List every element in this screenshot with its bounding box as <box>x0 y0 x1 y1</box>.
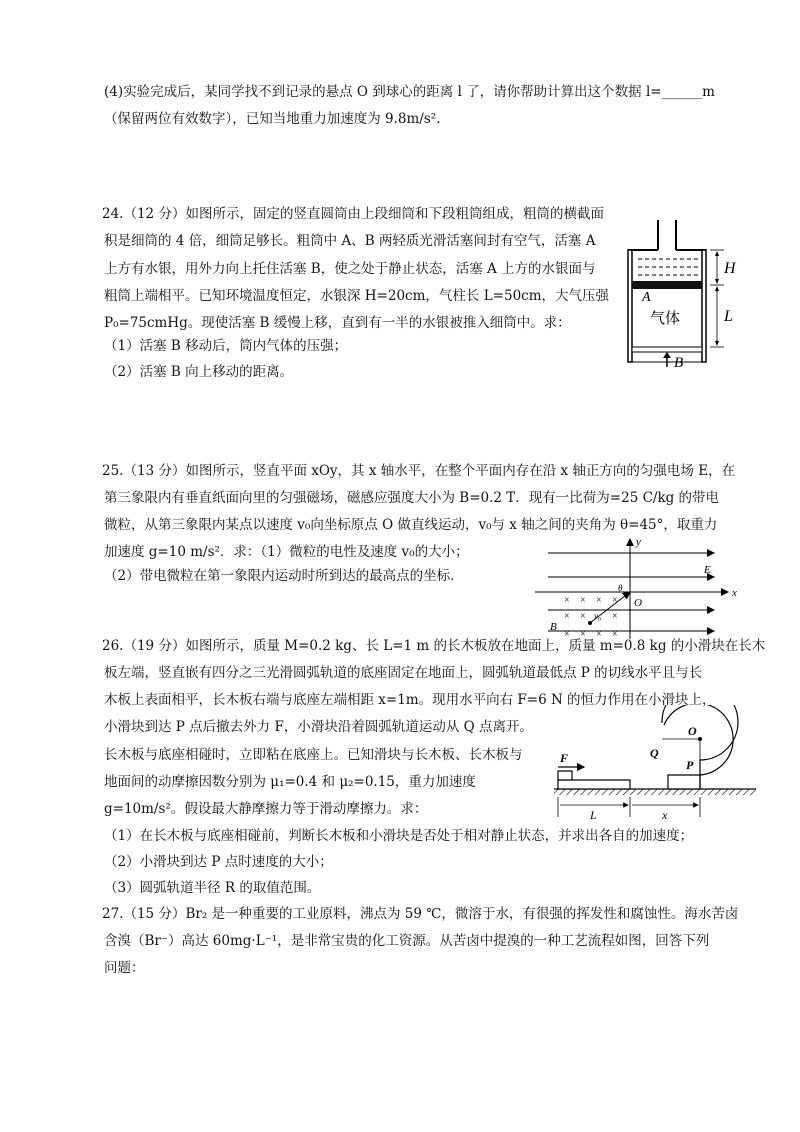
text-line-q26-5: 长木板与底座相碰时，立即粘在底座上。已知滑块与长木板、长木板与 <box>104 747 523 763</box>
label-v0: v₀ <box>594 611 602 621</box>
figure-cylinder <box>620 215 750 370</box>
text-line-q25-4: 加速度 g=10 m/s²．求：（1）微粒的电性及速度 v₀的大小； <box>104 544 469 560</box>
text-line-q26-3: 木板上表面相平，长木板右端与底座左端相距 x=1m。现用水平向右 F=6 N 的恒力作用在小滑块上， <box>104 692 716 708</box>
text-line-q24-1: 24.（12 分）如图所示，固定的竖直圆筒由上段细筒和下段粗筒组成，粗筒的横截面 <box>102 206 604 222</box>
magnetic-field-cross: × <box>596 629 602 640</box>
label-gas: 气体 <box>650 311 681 327</box>
label-length-l: L <box>590 808 597 822</box>
text-line-q24-5: P₀=75cmHg。现使活塞 B 缓慢上移，直到有一半的水银被推入细筒中。求： <box>104 315 571 331</box>
label-y-axis: y <box>636 536 641 548</box>
magnetic-field-cross: × <box>564 629 570 640</box>
label-force-f: F <box>560 751 569 765</box>
text-line-q23-4b: （保留两位有效数字），已知当地重力加速度为 9.8m/s². <box>104 111 441 127</box>
label-b: B <box>550 621 557 633</box>
text-line-q26-4: 小滑块到达 P 点后撤去外力 F，小滑块沿着圆弧轨道运动从 Q 点离开。 <box>104 719 533 735</box>
label-distance-x: x <box>662 808 668 822</box>
label-point-q: Q <box>650 746 659 760</box>
text-line-q26-1: 26.（19 分）如图所示，质量 M=0.2 kg、长 L=1 m 的长木板放在地面上，质量 m=0.8 kg 的小滑块在长木 <box>102 638 766 654</box>
text-line-q24-2: 积是细筒的 4 倍，细筒足够长。粗筒中 A、B 两轻质光滑活塞间封有空气，活塞 A <box>104 233 596 249</box>
magnetic-field-cross: × <box>564 611 570 622</box>
text-line-q27-2: 含溴（Br⁻）高达 60mg·L⁻¹，是非常宝贵的化工资源。从苦卤中提溴的一种工艺流程如图，回答下列 <box>104 933 710 949</box>
label-x-axis: x <box>732 587 737 599</box>
magnetic-field-cross: × <box>564 595 570 606</box>
magnetic-field-cross: × <box>580 629 586 640</box>
label-theta: θ <box>618 583 623 593</box>
text-line-q26-8: （1）在长木板与底座相碰前，判断长木板和小滑块是否处于相对静止状态，并求出各自的加速度； <box>104 828 694 844</box>
text-line-q24-7: （2）活塞 B 向上移动的距离。 <box>104 364 294 380</box>
text-line-q25-5: （2）带电微粒在第一象限内运动时所到达的最高点的坐标． <box>104 568 464 584</box>
label-piston-b: B <box>674 355 684 370</box>
text-line-q26-6: 地面间的动摩擦因数分别为 μ₁=0.4 和 μ₂=0.15，重力加速度 <box>104 774 476 790</box>
label-piston-a: A <box>642 290 651 305</box>
text-line-q23-4: (4)实验完成后，某同学找不到记录的悬点 O 到球心的距离 l 了，请你帮助计算出这个数据 l=______m <box>104 84 715 100</box>
text-line-q24-3: 上方有水银，用外力向上托住活塞 B，使之处于静止状态，活塞 A 上方的水银面与 <box>104 261 596 277</box>
magnetic-field-cross: × <box>612 611 618 622</box>
text-line-q26-2: 板左端，竖直嵌有四分之三光滑圆弧轨道的底座固定在地面上，圆弧轨道最低点 P 的切线水平且与长 <box>104 665 703 681</box>
text-line-q26-7: g=10m/s²。假设最大静摩擦力等于滑动摩擦力。求： <box>104 801 428 817</box>
label-origin: O <box>634 597 642 609</box>
magnetic-field-cross: × <box>580 611 586 622</box>
magnetic-field-cross: × <box>612 629 618 640</box>
label-e: E <box>704 564 711 576</box>
text-line-q26-10: （3）圆弧轨道半径 R 的取值范围。 <box>104 880 321 896</box>
label-l: L <box>724 308 733 325</box>
label-point-p: P <box>686 758 694 772</box>
magnetic-field-cross: × <box>596 595 602 606</box>
text-line-q25-3: 微粒，从第三象限内某点以速度 v₀向坐标原点 O 做直线运动，v₀与 x 轴之间的夹角为 θ=45°，取重力 <box>104 517 718 533</box>
text-line-q24-4: 粗筒上端相平。已知环境温度恒定，水银深 H=20cm，气柱长 L=50cm，大气压强 <box>104 288 610 304</box>
text-line-q24-6: （1）活塞 B 移动后，筒内气体的压强； <box>104 338 348 354</box>
magnetic-field-cross: × <box>612 595 618 606</box>
text-line-q27-1: 27.（15 分）Br₂ 是一种重要的工业原料，沸点为 59 ℃，微溶于水，有很强的挥发性和腐蚀性。海水苦卤 <box>102 906 739 922</box>
magnetic-field-cross: × <box>580 595 586 606</box>
text-line-q25-1: 25.（13 分）如图所示，竖直平面 xOy，其 x 轴水平，在整个平面内存在沿 x 轴正方向的匀强电场 E，在 <box>102 463 736 479</box>
text-line-q27-3: 问题： <box>104 960 145 976</box>
label-h: H <box>724 260 736 277</box>
figure-field-diagram <box>530 535 745 640</box>
figure-board-track <box>550 705 760 825</box>
label-center-o: O <box>688 724 697 738</box>
text-line-q26-9: （2）小滑块到达 P 点时速度的大小； <box>104 854 333 870</box>
text-line-q25-2: 第三象限内有垂直纸面向里的匀强磁场，磁感应强度大小为 B=0.2 T．现有一比荷为=25 C/kg 的带电 <box>104 490 720 506</box>
